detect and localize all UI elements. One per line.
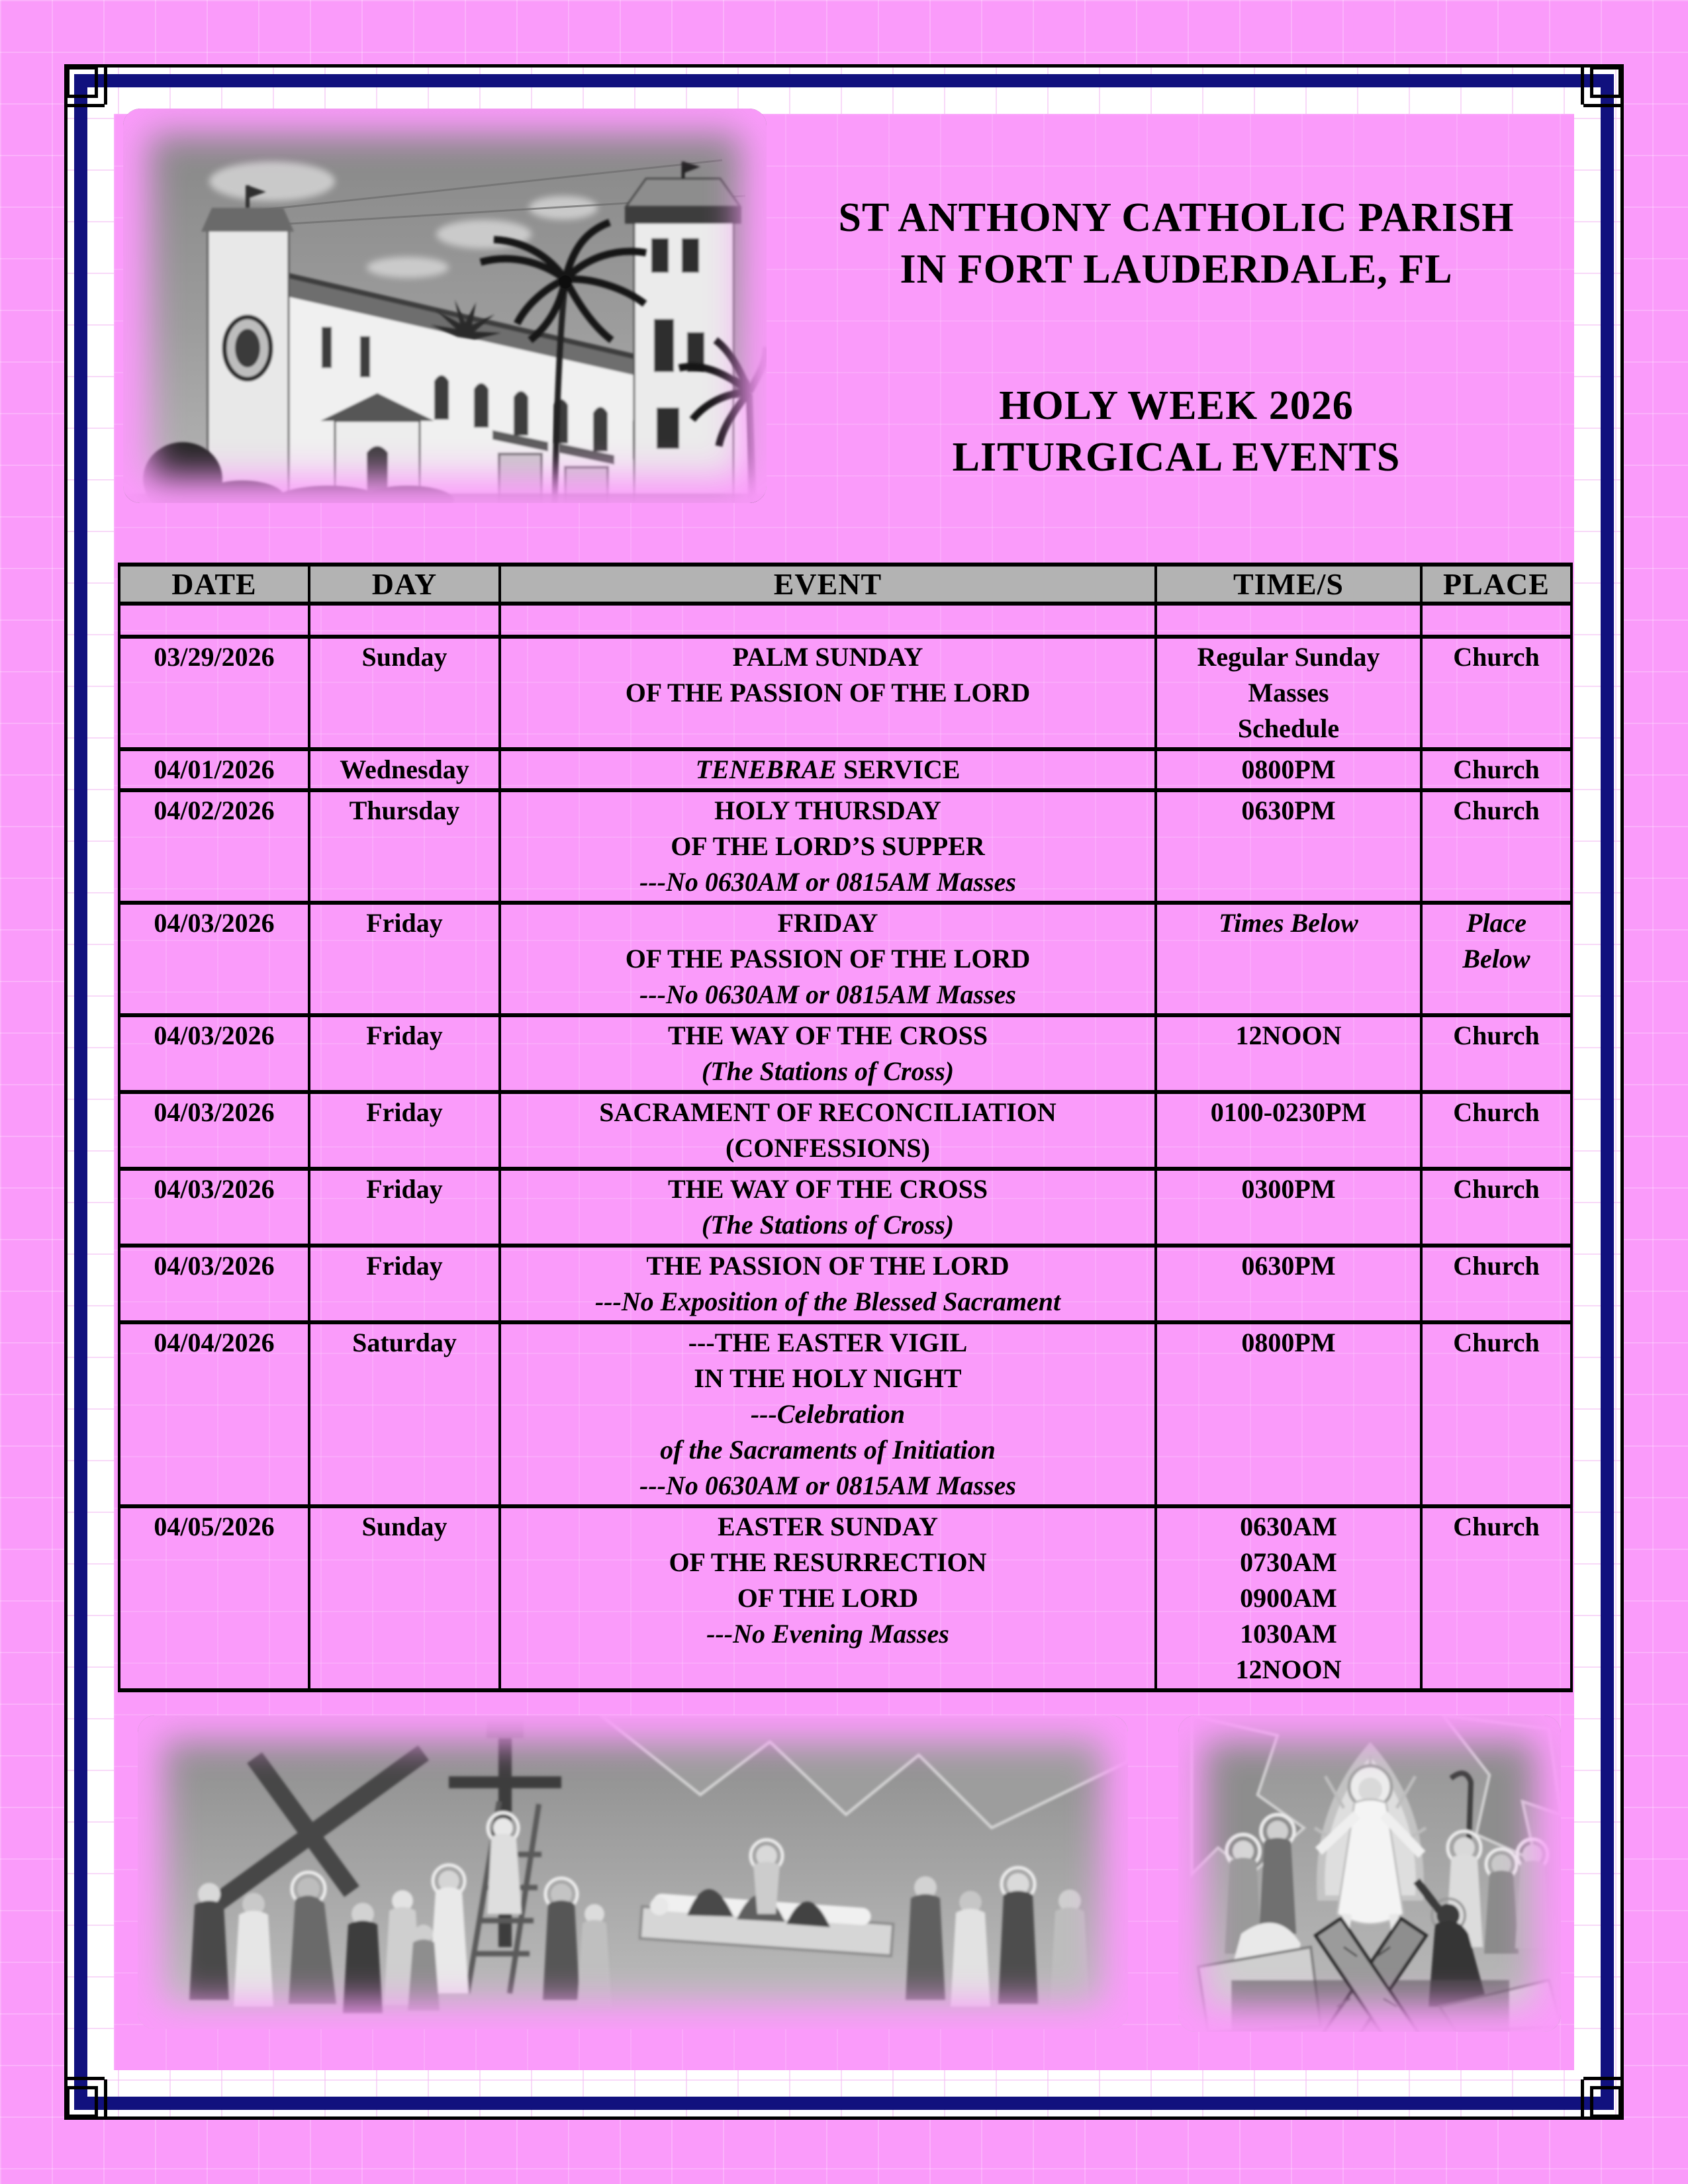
cell-line: (The Stations of Cross) [701,1210,955,1240]
cell-line: Masses [1248,678,1329,707]
corner-ornament-bottom-left [66,2074,110,2118]
date-cell: 04/05/2026 [119,1506,309,1690]
table-head [119,565,1571,604]
event-cell [500,903,1156,1015]
place-cell [1421,1092,1571,1169]
parish-name-line2: IN FORT LAUDERDALE, FL [900,247,1453,292]
column-header-date: DATE [119,565,309,604]
day-cell: Friday [309,1015,500,1092]
date-cell [119,604,309,637]
cell-line: OF THE RESURRECTION [669,1547,987,1577]
cell-line: 0800PM [1241,1328,1336,1357]
event-cell [500,749,1156,790]
times-cell [1156,604,1421,637]
cell-line: OF THE LORD’S SUPPER [671,831,985,861]
event-cell [500,1169,1156,1246]
times-cell [1156,1169,1421,1246]
event-cell [500,637,1156,749]
cell-line: ---No Evening Masses [706,1619,949,1649]
cell-line: Church [1453,1251,1540,1281]
cell-line: 0630PM [1241,796,1336,825]
event-cell [500,1015,1156,1092]
cell-line: 12NOON [1235,1655,1342,1684]
cell-line: (The Stations of Cross) [701,1056,955,1086]
cell-line: ---No 0630AM or 0815AM Masses [639,867,1016,897]
date-cell: 04/01/2026 [119,749,309,790]
day-cell [309,604,500,637]
cell-line: 0800PM [1241,754,1336,784]
times-cell [1156,903,1421,1015]
cell-line: 0900AM [1240,1583,1337,1613]
event-cell [500,1246,1156,1322]
cell-line: ---No 0630AM or 0815AM Masses [639,1471,1016,1500]
day-cell: Saturday [309,1322,500,1506]
place-cell [1421,1246,1571,1322]
date-cell: 04/02/2026 [119,790,309,903]
cell-line: Regular Sunday [1197,642,1380,672]
table-body [119,604,1571,1690]
event-cell [500,1092,1156,1169]
cell-line: THE PASSION OF THE LORD [646,1251,1009,1281]
corner-ornament-top-left [66,66,110,110]
day-cell: Sunday [309,637,500,749]
passion-artwork [138,1715,1128,2029]
content-area [114,114,1574,2070]
times-cell [1156,1092,1421,1169]
cell-line: ---No 0630AM or 0815AM Masses [639,979,1016,1009]
cell-line: Church [1453,754,1540,784]
table-row [119,1015,1571,1092]
cell-line: SACRAMENT OF RECONCILIATION [599,1097,1056,1127]
times-cell [1156,1506,1421,1690]
liturgical-events-title: LITURGICAL EVENTS [952,435,1401,480]
cell-line: Church [1453,1174,1540,1204]
event-cell [500,604,1156,637]
resurrection-artwork [1178,1715,1561,2032]
cell-line: THE WAY OF THE CROSS [667,1174,988,1204]
cell-line: Below [1462,944,1530,974]
date-cell: 04/03/2026 [119,1015,309,1092]
church-photo [123,109,767,503]
cell-line: Church [1453,642,1540,672]
cell-line: OF THE LORD [737,1583,919,1613]
cell-line: 12NOON [1235,1021,1342,1050]
place-cell [1421,1169,1571,1246]
cell-line: Church [1453,1512,1540,1541]
date-cell: 03/29/2026 [119,637,309,749]
table-row [119,637,1571,749]
date-cell: 04/03/2026 [119,903,309,1015]
times-cell [1156,1322,1421,1506]
cell-line: ---No Exposition of the Blessed Sacrament [594,1287,1061,1316]
cell-line: ---THE EASTER VIGIL [688,1328,968,1357]
cell-line: (CONFESSIONS) [726,1133,930,1163]
column-header-place: PLACE [1421,565,1571,604]
cell-line: IN THE HOLY NIGHT [694,1363,962,1393]
date-cell: 04/04/2026 [119,1322,309,1506]
day-cell: Friday [309,903,500,1015]
cell-line: Church [1453,1328,1540,1357]
place-cell [1421,1015,1571,1092]
table-row [119,1322,1571,1506]
times-cell [1156,1015,1421,1092]
day-cell: Wednesday [309,749,500,790]
cell-line: 0730AM [1240,1547,1337,1577]
table-row [119,1092,1571,1169]
church-sketch-image [123,109,767,503]
place-cell [1421,1506,1571,1690]
table-row [119,1246,1571,1322]
times-cell [1156,790,1421,903]
cell-line: HOLY THURSDAY [714,796,941,825]
cell-line: Church [1453,796,1540,825]
day-cell: Friday [309,1169,500,1246]
parish-name-line1: ST ANTHONY CATHOLIC PARISH [838,195,1515,240]
place-cell [1421,790,1571,903]
table-header-row [119,565,1571,604]
day-cell: Friday [309,1246,500,1322]
cell-line: Place [1466,908,1527,938]
table-row [119,1169,1571,1246]
event-cell [500,790,1156,903]
event-cell [500,1506,1156,1690]
cell-line: 0100-0230PM [1210,1097,1367,1127]
times-cell [1156,1246,1421,1322]
column-header-day: DAY [309,565,500,604]
header-titles [782,192,1570,483]
corner-ornament-top-right [1578,66,1622,110]
cell-line: EASTER SUNDAY [717,1512,939,1541]
cell-line: THE WAY OF THE CROSS [667,1021,988,1050]
date-cell: 04/03/2026 [119,1092,309,1169]
cell-line: 0630AM [1240,1512,1337,1541]
cell-line: OF THE PASSION OF THE LORD [625,944,1031,974]
column-header-times: TIME/S [1156,565,1421,604]
cell-line: Church [1453,1021,1540,1050]
cell-line: PALM SUNDAY [732,642,923,672]
spacer-row [119,604,1571,637]
table-row [119,1506,1571,1690]
day-cell: Thursday [309,790,500,903]
passion-scenes-image [138,1715,1128,2029]
cell-line: 0630PM [1241,1251,1336,1281]
cell-line: of the Sacraments of Initiation [660,1435,996,1465]
cell-line: Times Below [1219,908,1358,938]
place-cell [1421,1322,1571,1506]
times-cell [1156,637,1421,749]
date-cell: 04/03/2026 [119,1169,309,1246]
place-cell [1421,903,1571,1015]
table-row [119,749,1571,790]
times-cell [1156,749,1421,790]
events-table [118,563,1573,1692]
cell-line: 0300PM [1241,1174,1336,1204]
cell-line: OF THE PASSION OF THE LORD [625,678,1031,707]
cell-line: Schedule [1237,713,1340,743]
column-header-event: EVENT [500,565,1156,604]
day-cell: Sunday [309,1506,500,1690]
place-cell [1421,637,1571,749]
table-row [119,790,1571,903]
holy-week-title: HOLY WEEK 2026 [999,383,1354,428]
cell-line: TENEBRAE SERVICE [695,754,961,784]
table-row [119,903,1571,1015]
date-cell: 04/03/2026 [119,1246,309,1322]
resurrection-icon-image [1178,1715,1561,2032]
cell-line: FRIDAY [777,908,878,938]
place-cell [1421,604,1571,637]
cell-line: Church [1453,1097,1540,1127]
cell-line: ---Celebration [750,1399,906,1429]
day-cell: Friday [309,1092,500,1169]
cell-line: 1030AM [1240,1619,1337,1649]
place-cell [1421,749,1571,790]
corner-ornament-bottom-right [1578,2074,1622,2118]
event-cell [500,1322,1156,1506]
